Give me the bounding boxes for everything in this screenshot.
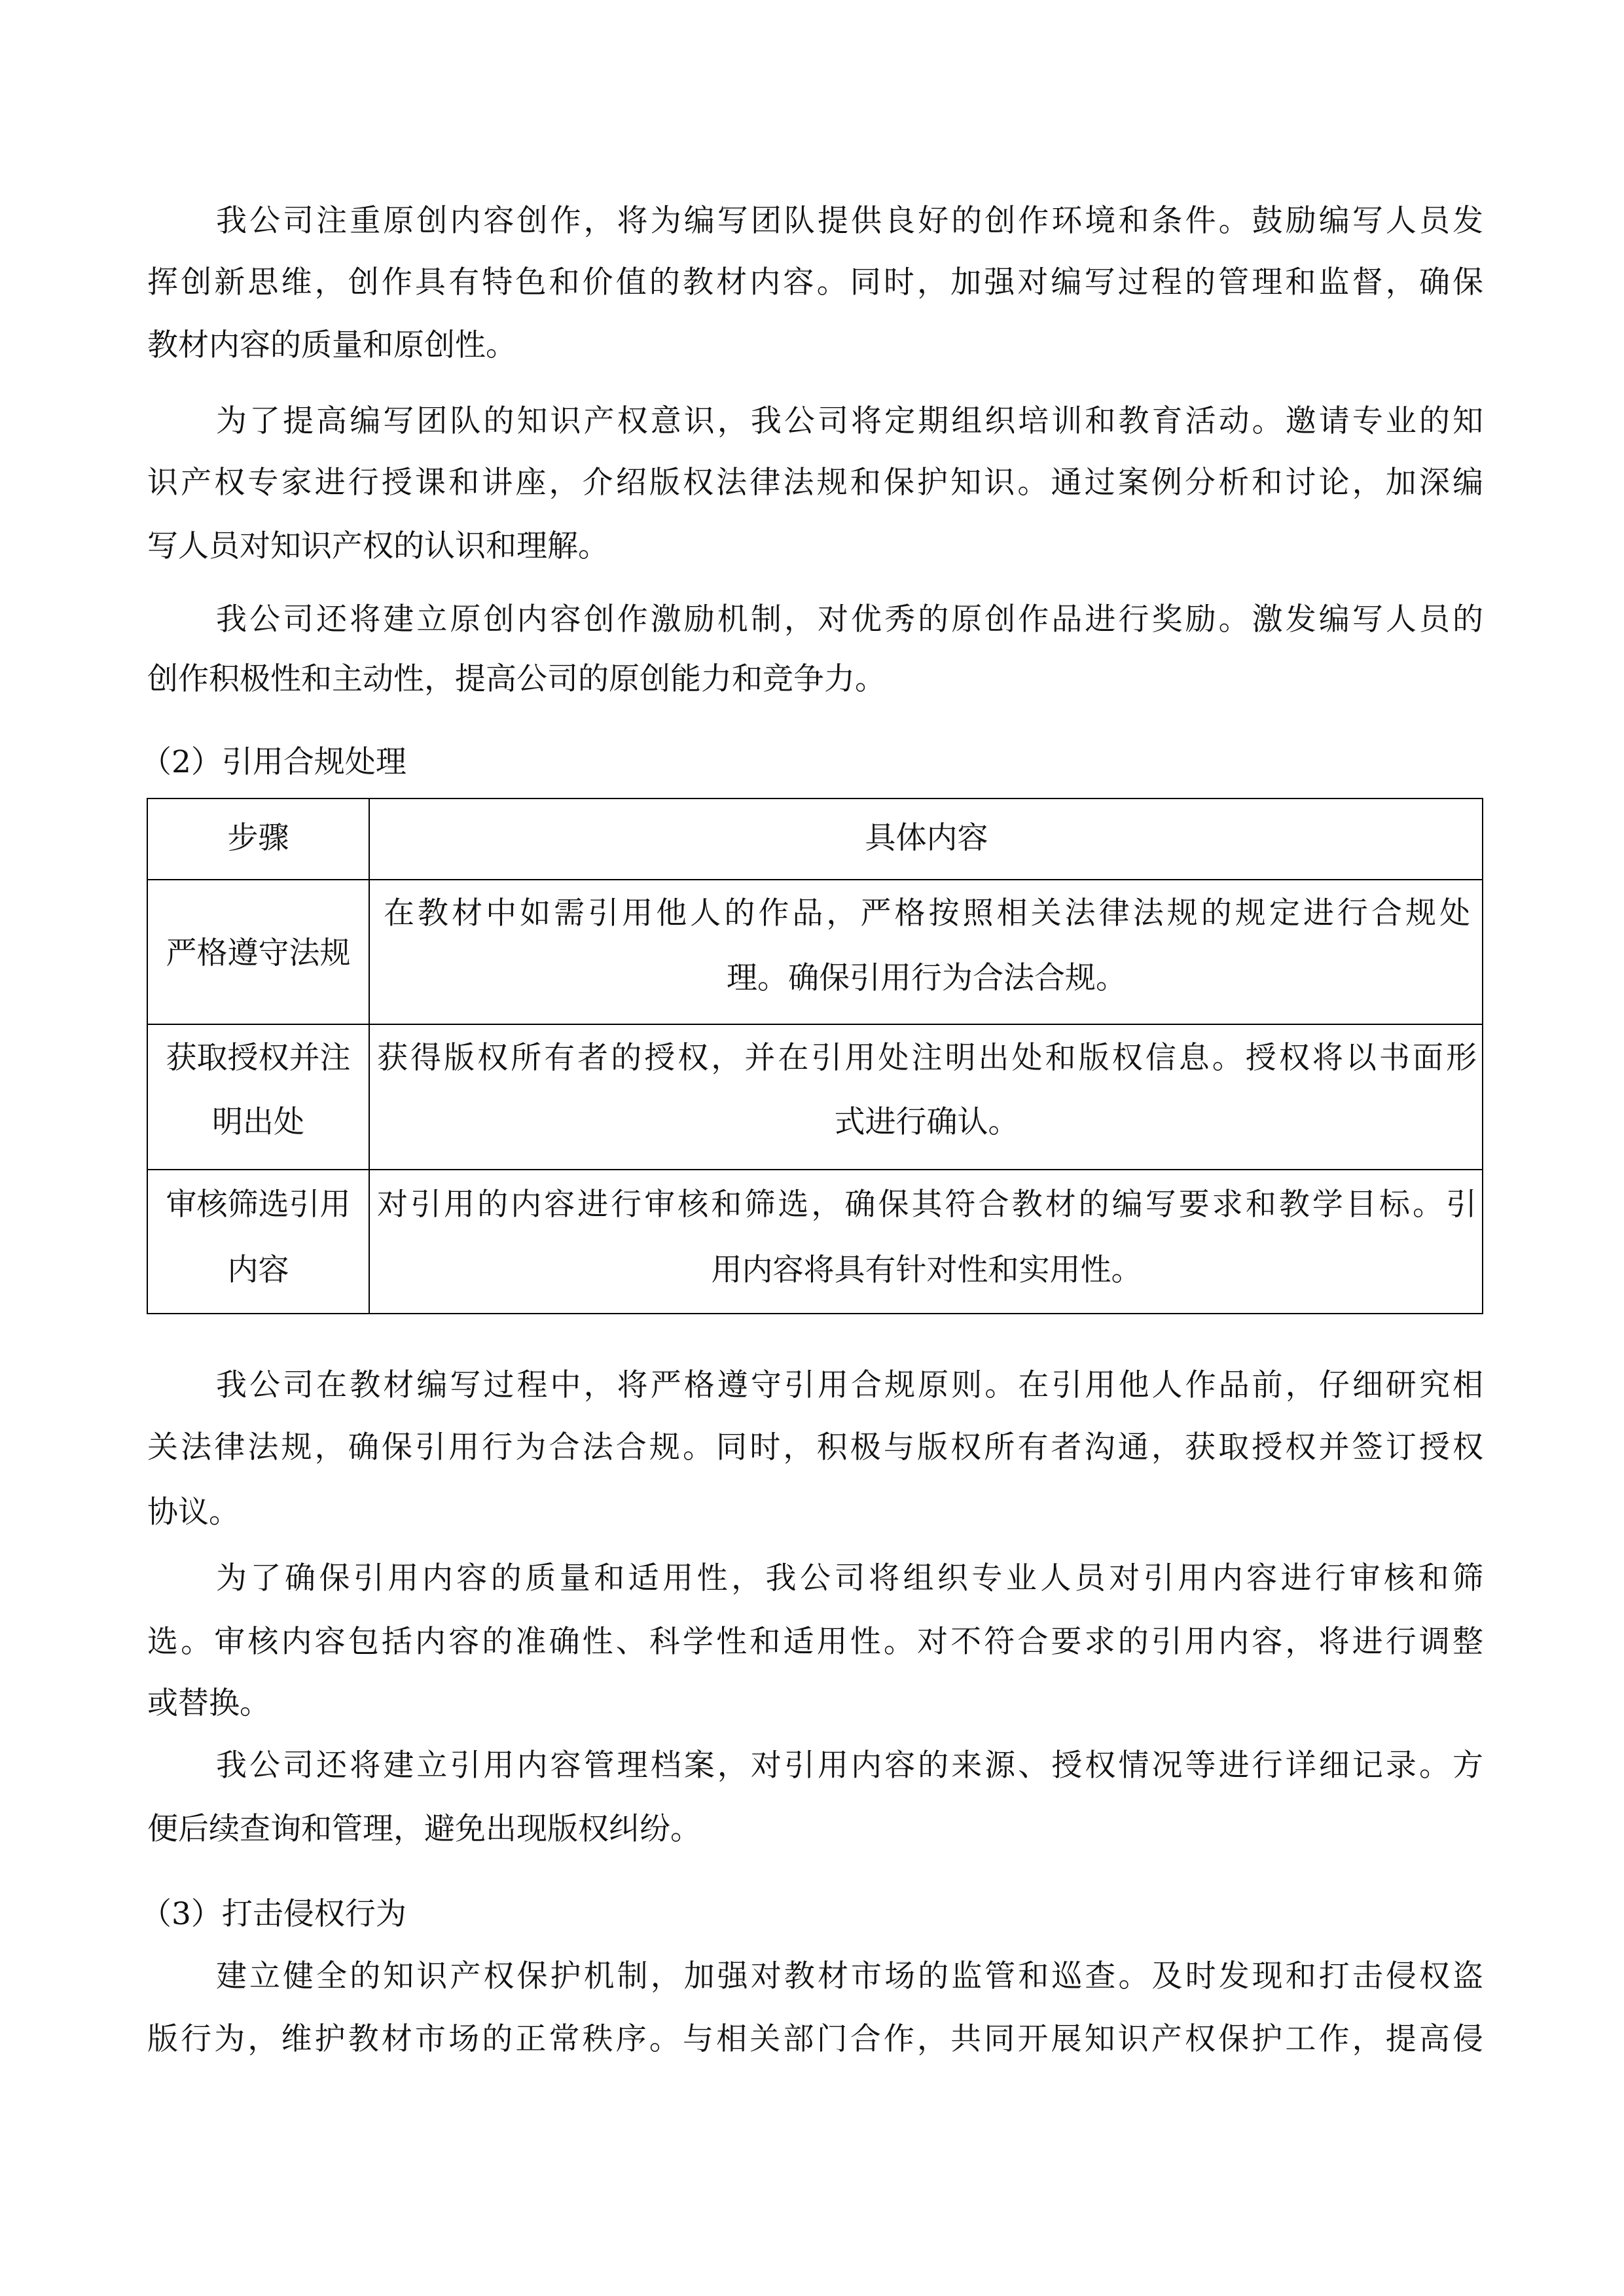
table-cell-step: 审核筛选引用 bbox=[166, 1187, 351, 1223]
paragraph-line: 写人员对知识产权的认识和理解。 bbox=[147, 528, 609, 564]
table-divider bbox=[369, 799, 370, 1313]
table-cell-content: 用内容将具有针对性和实用性。 bbox=[711, 1252, 1142, 1288]
table-row-divider bbox=[148, 1024, 1482, 1025]
paragraph-line: 挥创新思维，创作具有特色和价值的教材内容。同时，加强对编写过程的管理和监督，确保 bbox=[147, 264, 1483, 300]
paragraph-line: 建立健全的知识产权保护机制，加强对教材市场的监管和巡查。及时发现和打击侵权盗 bbox=[216, 1958, 1483, 1994]
section-heading: （2）引用合规处理 bbox=[141, 744, 406, 780]
paragraph-line: 为了确保引用内容的质量和适用性，我公司将组织专业人员对引用内容进行审核和筛 bbox=[216, 1560, 1483, 1596]
paragraph-line: 我公司还将建立引用内容管理档案，对引用内容的来源、授权情况等进行详细记录。方 bbox=[216, 1748, 1483, 1784]
table-cell-content: 在教材中如需引用他人的作品，严格按照相关法律法规的规定进行合规处 bbox=[384, 895, 1470, 931]
paragraph-line: 便后续查询和管理，避免出现版权纠纷。 bbox=[147, 1811, 701, 1847]
paragraph-line: 关法律法规，确保引用行为合法合规。同时，积极与版权所有者沟通，获取授权并签订授权 bbox=[147, 1429, 1483, 1465]
paragraph-line: 我公司在教材编写过程中，将严格遵守引用合规原则。在引用他人作品前，仔细研究相 bbox=[216, 1367, 1483, 1403]
paragraph-line: 协议。 bbox=[147, 1494, 240, 1530]
paragraph-line: 版行为，维护教材市场的正常秩序。与相关部门合作，共同开展知识产权保护工作，提高侵 bbox=[147, 2021, 1483, 2057]
table-cell-step: 内容 bbox=[227, 1252, 289, 1288]
paragraph-line: 识产权专家进行授课和讲座，介绍版权法律法规和保护知识。通过案例分析和讨论，加深编 bbox=[147, 465, 1483, 501]
table-cell-step: 严格遵守法规 bbox=[166, 935, 351, 971]
table-header-step: 步骤 bbox=[227, 820, 289, 856]
section-heading: （3）打击侵权行为 bbox=[141, 1896, 406, 1932]
table-row-divider bbox=[148, 879, 1482, 880]
citation-compliance-table bbox=[147, 798, 1483, 1314]
table-row-divider bbox=[148, 1169, 1482, 1170]
table-header-content: 具体内容 bbox=[865, 820, 988, 856]
paragraph-line: 选。审核内容包括内容的准确性、科学性和适用性。对不符合要求的引用内容，将进行调整 bbox=[147, 1624, 1483, 1660]
paragraph-line: 创作积极性和主动性，提高公司的原创能力和竞争力。 bbox=[147, 661, 886, 697]
table-cell-content: 式进行确认。 bbox=[834, 1104, 1019, 1140]
table-cell-step: 明出处 bbox=[212, 1104, 304, 1140]
table-cell-content: 获得版权所有者的授权，并在引用处注明出处和版权信息。授权将以书面形 bbox=[377, 1040, 1477, 1076]
paragraph-line: 我公司还将建立原创内容创作激励机制，对优秀的原创作品进行奖励。激发编写人员的 bbox=[216, 601, 1483, 637]
paragraph-line: 我公司注重原创内容创作，将为编写团队提供良好的创作环境和条件。鼓励编写人员发 bbox=[216, 203, 1483, 239]
table-cell-content: 对引用的内容进行审核和筛选，确保其符合教材的编写要求和教学目标。引 bbox=[377, 1187, 1477, 1223]
table-cell-step: 获取授权并注 bbox=[166, 1040, 351, 1076]
table-cell-content: 理。确保引用行为合法合规。 bbox=[727, 960, 1127, 996]
paragraph-line: 教材内容的质量和原创性。 bbox=[147, 327, 516, 363]
paragraph-line: 为了提高编写团队的知识产权意识，我公司将定期组织培训和教育活动。邀请专业的知 bbox=[216, 403, 1483, 439]
paragraph-line: 或替换。 bbox=[147, 1685, 270, 1721]
